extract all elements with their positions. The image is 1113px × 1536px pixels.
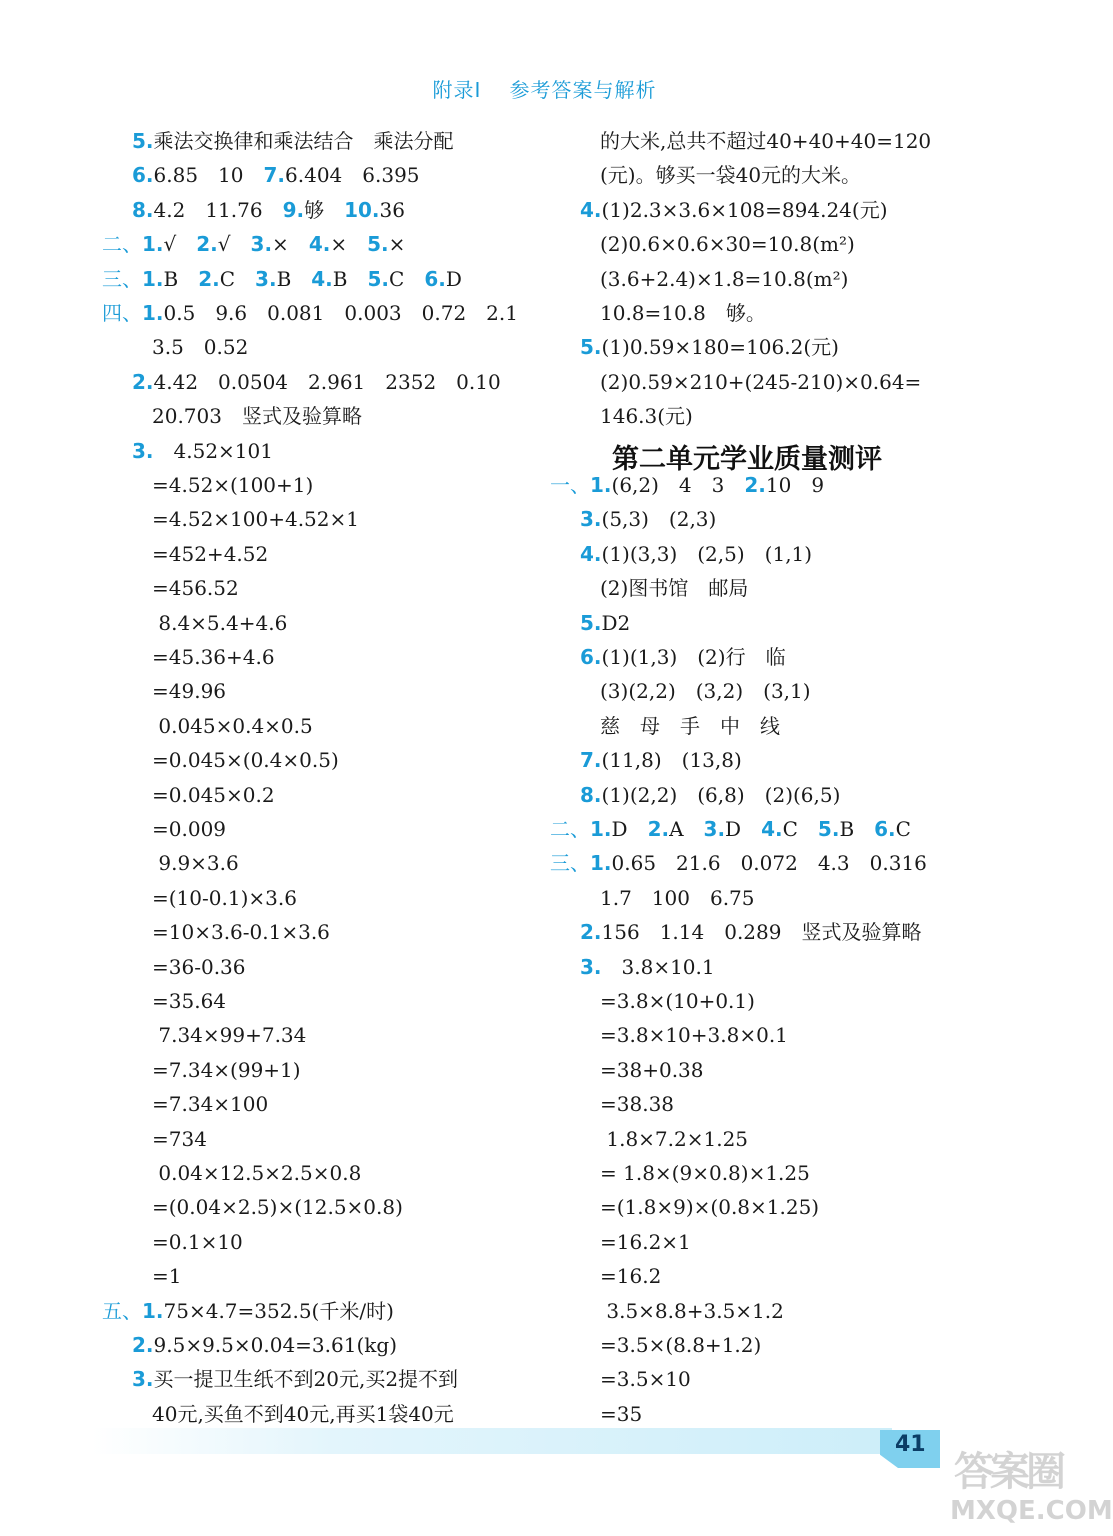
answer-text: =7.34×(99+1) <box>152 1057 301 1082</box>
item-number: 2. <box>132 1333 154 1357</box>
answer-text: (2)图书馆 邮局 <box>600 576 749 601</box>
answer-line <box>600 1331 761 1359</box>
answer-text: =0.045×(0.4×0.5) <box>152 748 339 773</box>
answer-line <box>132 1365 458 1393</box>
answer-line <box>550 815 911 843</box>
answer-text: 1.7 100 6.75 <box>600 885 755 910</box>
answer-line <box>152 746 339 774</box>
answer-text: 9.5×9.5×0.04=3.61(kg) <box>153 1333 397 1357</box>
answer-text: =3.5×10 <box>600 1367 691 1392</box>
answer-text: 6.85 10 <box>153 163 264 188</box>
answer-text: =734 <box>152 1126 207 1151</box>
answer-line <box>152 1159 361 1187</box>
answer-line <box>600 265 848 293</box>
answer-text: 7.34×99+7.34 <box>152 1023 307 1048</box>
item-number: 5. <box>580 610 602 635</box>
item-number: 4. <box>308 232 331 257</box>
answer-text: (11,8) (13,8) <box>601 748 742 773</box>
item-number: 8. <box>580 782 602 807</box>
item-number: 5. <box>367 266 389 291</box>
answer-text: 156 1.14 0.289 竖式及验算略 <box>601 920 922 945</box>
answer-text: =7.34×100 <box>152 1092 269 1117</box>
answer-line <box>600 1228 691 1256</box>
answer-text: C <box>782 817 818 841</box>
answer-text: 慈 母 手 中 线 <box>600 713 780 738</box>
answer-line <box>152 1193 403 1221</box>
answer-text: 0.045×0.4×0.5 <box>152 713 313 738</box>
answer-line <box>132 437 273 465</box>
answer-line <box>152 849 239 877</box>
answer-text: (5,3) (2,3) <box>601 507 717 532</box>
answer-text: =16.2 <box>600 1264 662 1289</box>
answer-text: (2)0.59×210+(245-210)×0.64= <box>600 369 922 394</box>
item-number: 9. <box>282 197 305 222</box>
answer-line <box>152 1125 207 1153</box>
answer-text: (元)。够买一袋40元的大米。 <box>600 163 862 188</box>
answer-text: =16.2×1 <box>600 1229 691 1254</box>
answer-text: (1)0.59×180=106.2(元) <box>601 335 839 360</box>
answer-line <box>152 1090 268 1118</box>
answer-line <box>152 540 268 568</box>
item-number: 6. <box>874 817 896 841</box>
answer-text: 4.52×101 <box>153 438 273 463</box>
answer-text: =35 <box>600 1401 643 1426</box>
answer-line <box>152 333 248 361</box>
answer-text: 的大米,总共不超过40+40+40=120 <box>600 129 932 153</box>
answer-text: 买一提卫生纸不到20元,买2提不到 <box>153 1367 459 1392</box>
answer-line <box>132 127 454 155</box>
answer-line <box>132 368 501 396</box>
answer-line <box>600 1262 661 1290</box>
answer-line <box>152 1262 181 1290</box>
item-number: 5. <box>132 129 154 153</box>
answer-text: 10 9 <box>765 473 825 497</box>
answer-line <box>152 712 313 740</box>
answer-text: =3.8×10+3.8×0.1 <box>600 1023 788 1048</box>
item-number: 3. <box>132 438 154 463</box>
section-marker: 五、 <box>102 1298 142 1323</box>
answer-text: =(10-0.1)×3.6 <box>152 885 297 910</box>
item-number: 4. <box>311 266 333 291</box>
answer-text: 4.2 11.76 <box>153 197 283 222</box>
answer-text: =3.5×(8.8+1.2) <box>600 1333 762 1357</box>
answer-text: =3.8×(10+0.1) <box>600 989 755 1013</box>
answer-line <box>152 677 226 705</box>
answer-text: × <box>388 232 406 257</box>
answer-text: 1.8×7.2×1.25 <box>600 1126 749 1151</box>
section-marker: 三、 <box>102 266 142 291</box>
answer-text: √ <box>217 232 251 257</box>
section-marker: 一、 <box>550 473 590 497</box>
answer-text: 够 <box>304 197 345 222</box>
answer-text: =1 <box>152 1264 182 1289</box>
answer-line <box>152 987 226 1015</box>
answer-text: =(0.04×2.5)×(12.5×0.8) <box>152 1195 403 1220</box>
answer-line <box>152 402 362 430</box>
item-number: 7. <box>580 748 602 773</box>
answer-line <box>152 1400 454 1428</box>
answer-text: 4.42 0.0504 2.961 2352 0.10 <box>153 369 501 394</box>
item-number: 1. <box>142 301 164 325</box>
answer-text: =45.36+4.6 <box>152 645 275 669</box>
answer-text: =(1.8×9)×(0.8×1.25) <box>600 1195 820 1220</box>
answer-text: (3)(2,2) (3,2) (3,1) <box>600 679 811 704</box>
answer-line <box>600 1193 819 1221</box>
answer-text: (1)(3,3) (2,5) (1,1) <box>601 541 813 566</box>
answer-text: 乘法交换律和乘法结合 乘法分配 <box>153 129 454 153</box>
answer-line <box>580 918 921 946</box>
answer-line <box>102 1297 394 1325</box>
answer-line <box>580 196 888 224</box>
answer-text: C <box>895 817 911 841</box>
answer-line <box>102 265 462 293</box>
answer-line <box>600 1365 691 1393</box>
item-number: 1. <box>590 473 612 497</box>
answer-text: C <box>219 266 256 291</box>
answer-text: =0.045×0.2 <box>152 782 275 807</box>
answer-line <box>600 161 861 189</box>
section-marker: 三、 <box>550 851 590 876</box>
answer-text: (1)2.3×3.6×108=894.24(元) <box>601 197 888 222</box>
answer-text: 40元,买鱼不到40元,再买1袋40元 <box>152 1401 454 1426</box>
answer-text: =4.52×100+4.52×1 <box>152 507 359 532</box>
answer-text: 0.65 21.6 0.072 4.3 0.316 <box>611 851 927 876</box>
item-number: 3. <box>580 954 602 979</box>
answer-text: 8.4×5.4+4.6 <box>152 610 288 635</box>
answer-text: 0.04×12.5×2.5×0.8 <box>152 1161 362 1185</box>
item-number: 1. <box>142 1298 164 1323</box>
answer-text: =38.38 <box>600 1092 675 1117</box>
item-number: 5. <box>817 817 840 841</box>
item-number: 7. <box>263 163 286 188</box>
answer-line <box>550 849 927 877</box>
answer-line <box>152 953 246 981</box>
watermark <box>950 1440 1113 1530</box>
answer-text: 3.8×10.1 <box>601 954 715 979</box>
answer-line <box>600 1400 642 1428</box>
item-number: 3. <box>132 1367 154 1392</box>
item-number: 6. <box>132 163 154 188</box>
item-number: 1. <box>590 851 612 876</box>
item-number: 8. <box>132 197 154 222</box>
section-marker: 四、 <box>102 301 142 325</box>
answer-text: (6,2) 4 3 <box>611 473 745 497</box>
answer-text: =36-0.36 <box>152 954 246 979</box>
answer-line <box>580 643 786 671</box>
answer-text: (1)(2,2) (6,8) (2)(6,5) <box>601 782 841 807</box>
answer-line <box>132 1331 397 1359</box>
answer-text: =0.009 <box>152 817 227 841</box>
answer-text: (1)(1,3) (2)行 临 <box>601 645 786 669</box>
answer-line <box>600 1021 788 1049</box>
item-number: 10. <box>344 197 380 222</box>
item-number: 2. <box>744 473 766 497</box>
item-number: 2. <box>196 232 218 257</box>
answer-line <box>600 1159 810 1187</box>
item-number: 3. <box>703 817 726 841</box>
item-number: 5. <box>580 335 602 360</box>
item-number: 3. <box>250 232 273 257</box>
section-heading: 第二单元学业质量测评 <box>612 444 882 475</box>
answer-text: (3.6+2.4)×1.8=10.8(m²) <box>600 266 849 291</box>
answer-line <box>600 1090 674 1118</box>
item-number: 2. <box>647 817 670 841</box>
answer-text: 6.404 6.395 <box>285 163 420 188</box>
item-number: 1. <box>590 817 612 841</box>
answer-line <box>152 505 359 533</box>
answer-text: × <box>272 232 309 257</box>
watermark-url: MXQE.COM <box>950 1496 1113 1526</box>
answer-line <box>580 953 715 981</box>
answer-line <box>600 987 755 1015</box>
answer-line <box>152 574 239 602</box>
answer-text: B <box>332 266 368 291</box>
answer-line <box>600 574 748 602</box>
watermark-logo: 答案圈 <box>954 1449 1062 1495</box>
item-number: 1. <box>142 232 164 257</box>
item-number: 1. <box>142 266 164 291</box>
section-marker: 二、 <box>102 232 142 257</box>
answer-text: × <box>330 232 368 257</box>
answer-line <box>600 299 766 327</box>
page-header <box>0 74 1089 103</box>
answer-text: 146.3(元) <box>600 404 693 429</box>
header-title: 参考答案与解析 <box>509 78 657 102</box>
answer-line <box>152 815 226 843</box>
answer-text: B <box>839 817 875 841</box>
answer-text: =452+4.52 <box>152 541 269 566</box>
answer-line <box>600 1297 784 1325</box>
answer-line <box>132 161 420 189</box>
answer-text: =4.52×(100+1) <box>152 473 314 497</box>
answer-text: D2 <box>601 610 631 635</box>
answer-line <box>152 781 275 809</box>
answer-text: D <box>445 266 462 291</box>
answer-text: √ <box>163 232 197 257</box>
answer-line <box>600 230 855 258</box>
answer-text: 75×4.7=352.5(千米/时) <box>163 1298 394 1323</box>
answer-text: 36 <box>379 197 405 222</box>
footer-band <box>92 1428 892 1454</box>
answer-line <box>152 471 313 499</box>
answer-line <box>102 230 405 258</box>
item-number: 2. <box>132 369 154 394</box>
answer-line <box>600 1056 704 1084</box>
answer-text: A <box>669 817 704 841</box>
item-number: 4. <box>580 541 602 566</box>
answer-text: C <box>389 266 425 291</box>
answer-line <box>600 368 921 396</box>
answer-line <box>600 1125 748 1153</box>
answer-text: 3.5×8.8+3.5×1.2 <box>600 1298 784 1323</box>
answer-line <box>152 643 275 671</box>
item-number: 2. <box>580 920 602 945</box>
answer-text: =10×3.6-0.1×3.6 <box>152 920 330 945</box>
answer-line <box>152 918 330 946</box>
answer-line <box>600 712 780 740</box>
item-number: 6. <box>424 266 446 291</box>
answer-line <box>600 884 755 912</box>
answer-line <box>600 677 811 705</box>
item-number: 3. <box>255 266 277 291</box>
answer-text: 3.5 0.52 <box>152 335 249 360</box>
answer-text: =38+0.38 <box>600 1057 704 1082</box>
answer-line <box>102 299 518 327</box>
item-number: 2. <box>198 266 220 291</box>
answer-line <box>152 1056 301 1084</box>
answer-text: 20.703 竖式及验算略 <box>152 404 362 429</box>
answer-text: B <box>163 266 199 291</box>
answer-line <box>152 1228 243 1256</box>
answer-text: 10.8=10.8 够。 <box>600 301 766 325</box>
answer-text: D <box>725 817 762 841</box>
answer-text: =456.52 <box>152 576 239 601</box>
answer-line <box>152 884 297 912</box>
answer-text: (2)0.6×0.6×30=10.8(m²) <box>600 232 855 257</box>
answer-text: =0.1×10 <box>152 1229 243 1254</box>
answer-line <box>580 333 839 361</box>
page-number: 41 <box>895 1432 926 1457</box>
answer-line <box>132 196 405 224</box>
section-marker: 二、 <box>550 817 590 841</box>
answer-line <box>580 781 840 809</box>
item-number: 4. <box>580 197 602 222</box>
appendix-label: 附录Ⅰ <box>432 78 482 102</box>
answer-line <box>580 505 716 533</box>
answer-text: 9.9×3.6 <box>152 851 239 876</box>
answer-text: =49.96 <box>152 679 227 704</box>
item-number: 5. <box>367 232 389 257</box>
answer-line <box>600 402 693 430</box>
answer-line <box>152 1021 306 1049</box>
answer-text: = 1.8×(9×0.8)×1.25 <box>600 1161 810 1185</box>
item-number: 4. <box>761 817 783 841</box>
answer-text: =35.64 <box>152 989 227 1013</box>
answer-line <box>580 540 812 568</box>
item-number: 3. <box>580 507 602 532</box>
answer-line <box>580 609 630 637</box>
item-number: 6. <box>580 645 602 669</box>
answer-line <box>600 127 931 155</box>
answer-text: B <box>276 266 312 291</box>
answer-line <box>152 609 287 637</box>
answer-text: 0.5 9.6 0.081 0.003 0.72 2.1 <box>163 301 518 325</box>
answer-line <box>580 746 742 774</box>
answer-text: D <box>611 817 648 841</box>
